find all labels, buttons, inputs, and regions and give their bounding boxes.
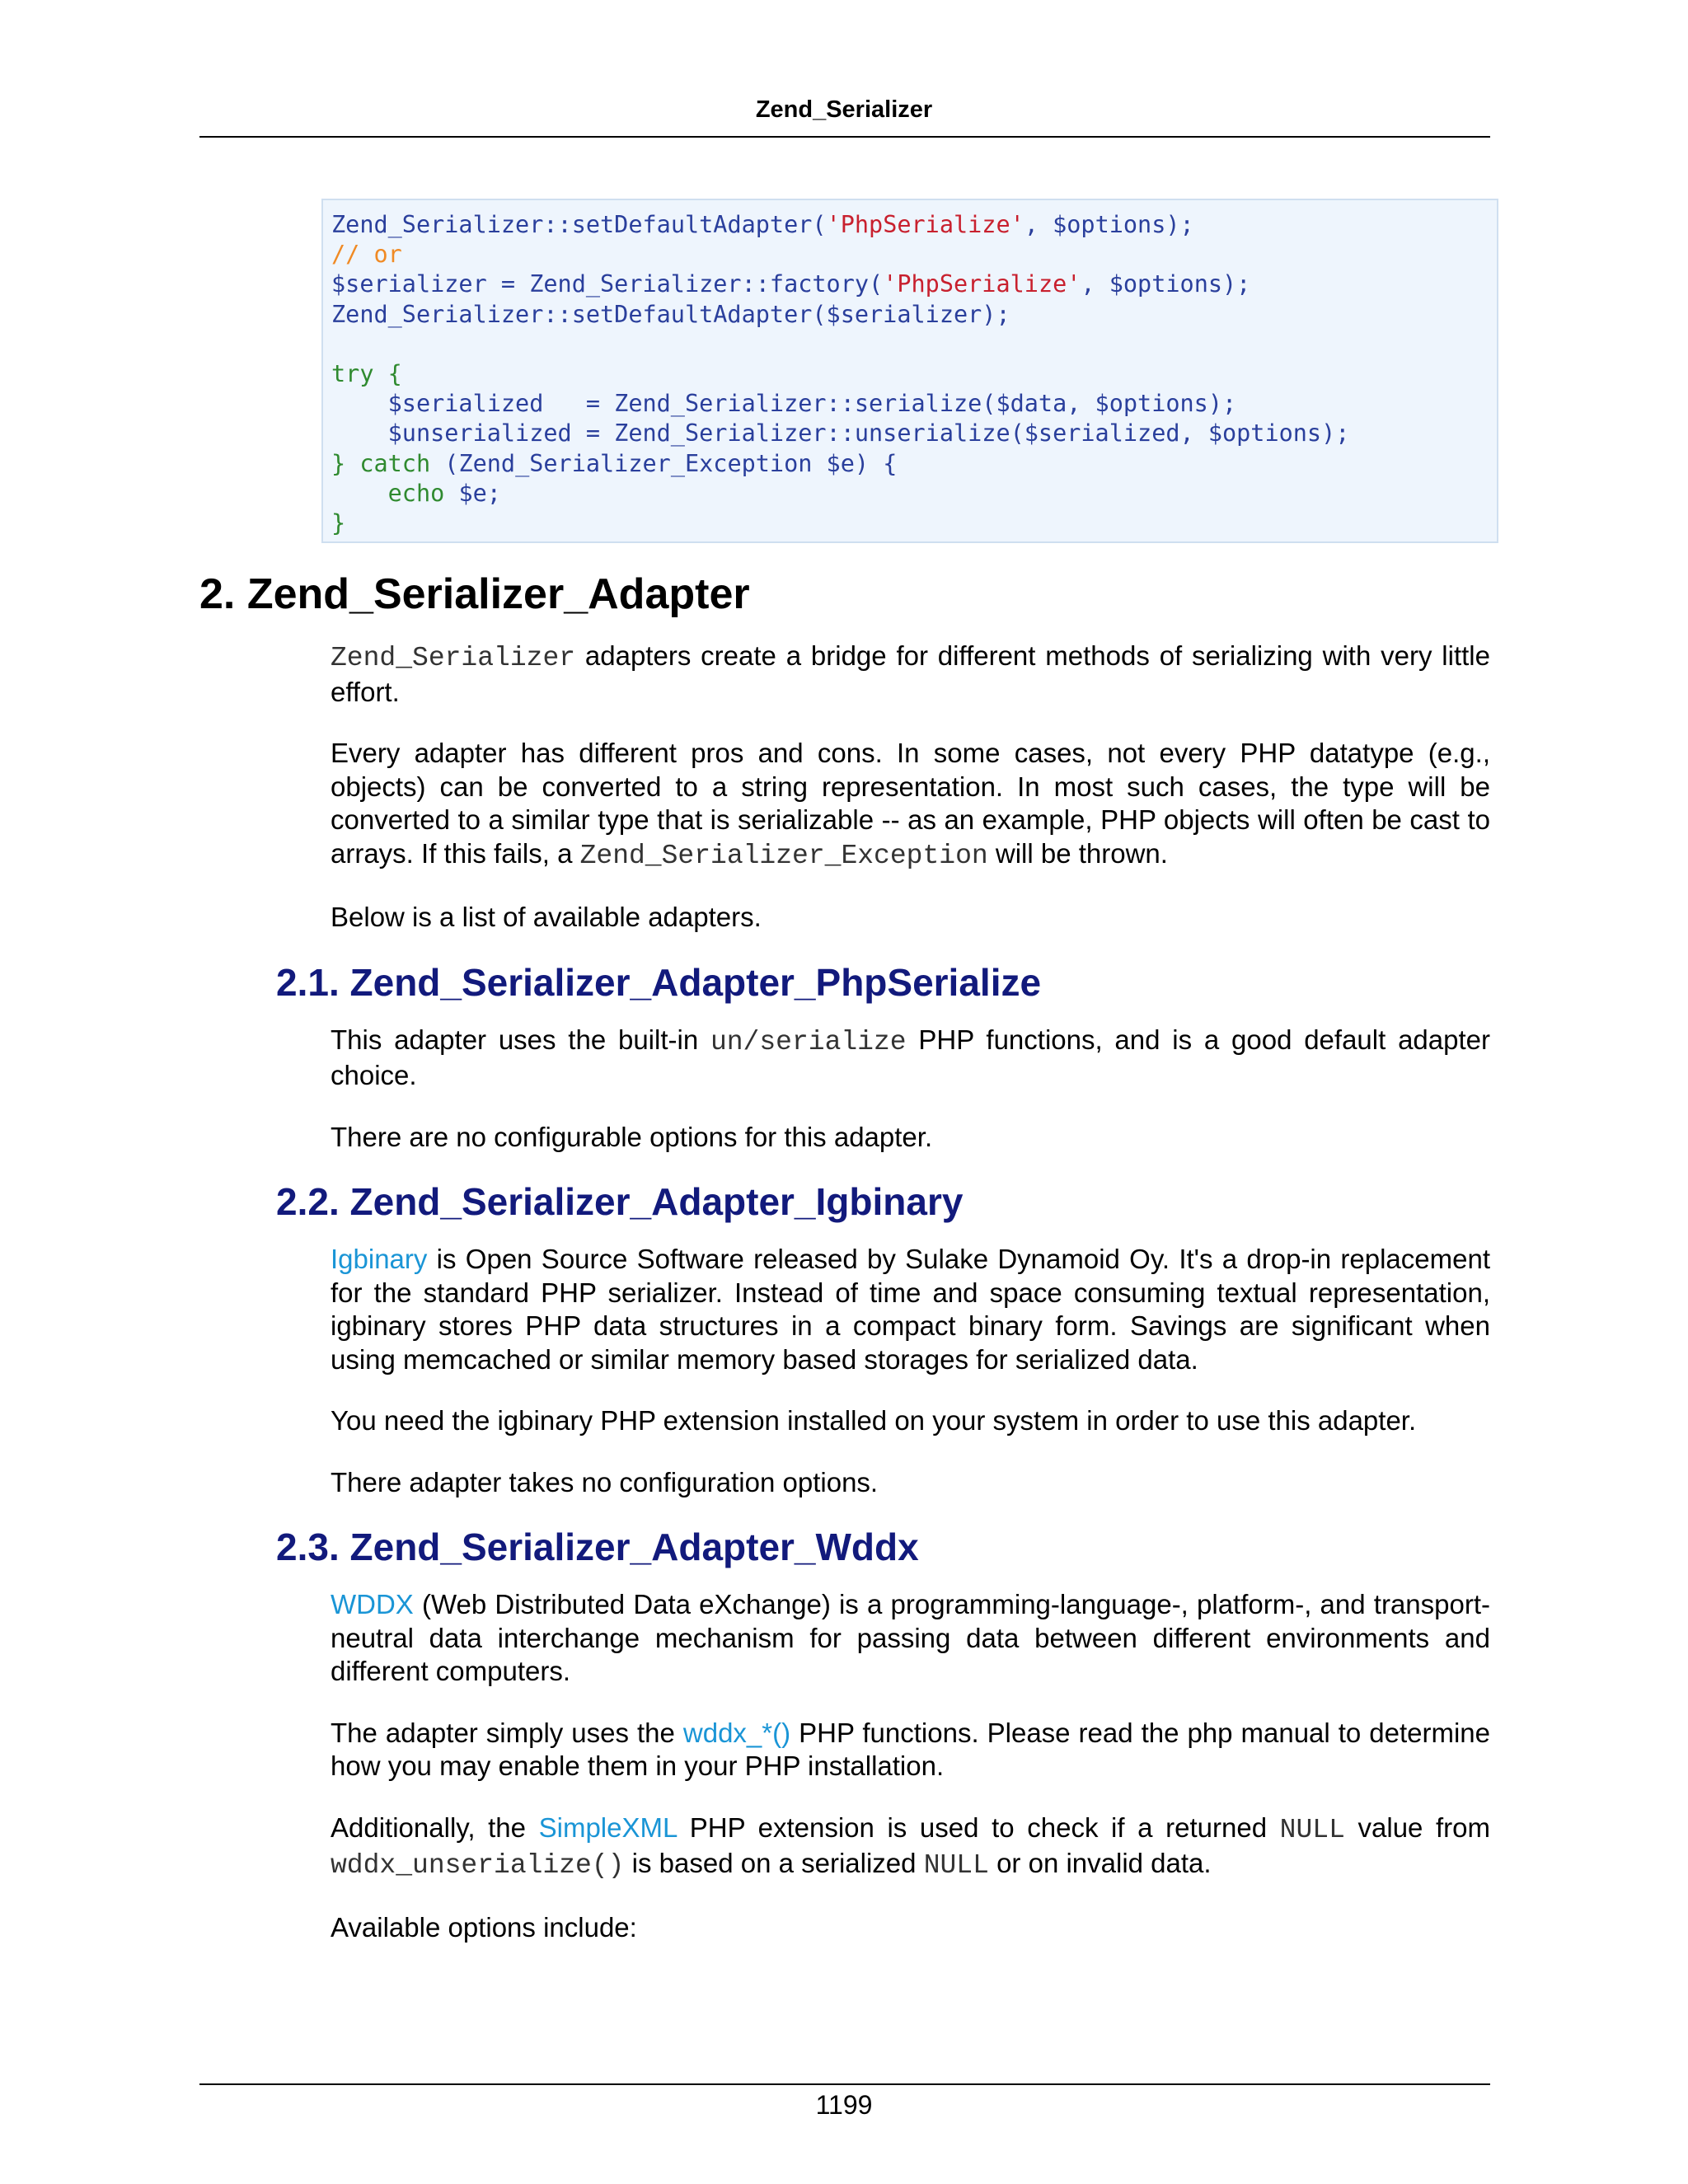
subsection-body-igbinary xyxy=(331,1243,1490,1499)
text: PHP functions, and is a good default adapter choice. xyxy=(331,1024,1490,1090)
text: Every adapter has different pros and cons. In some cases, not every PHP datatype (e.g., objects) can be converted to a string representation. In most such cases, the type will be converted to a similar type that is serializable -- as an example, PHP objects will often be cast to arrays. If this fails, a xyxy=(331,738,1490,869)
code-string: 'PhpSerialize' xyxy=(883,270,1081,298)
text: PHP extension is used to check if a returned xyxy=(677,1811,1280,1843)
wddx-link[interactable]: WDDX xyxy=(331,1589,414,1619)
code-string: 'PhpSerialize' xyxy=(826,211,1025,238)
code-keyword: try { xyxy=(331,360,402,388)
code-line: Zend_Serializer::setDefaultAdapter($serializer); xyxy=(331,300,1010,328)
paragraph xyxy=(331,1811,1490,1883)
subsection-heading-wddx: 2.3. Zend_Serializer_Adapter_Wddx xyxy=(276,1526,919,1568)
paragraph: Available options include: xyxy=(331,1911,637,1943)
code-line: $unserialized = Zend_Serializer::unserialize($serialized, $options); xyxy=(331,419,1350,448)
subsection-heading-igbinary: 2.2. Zend_Serializer_Adapter_Igbinary xyxy=(276,1180,964,1223)
paragraph: You need the igbinary PHP extension installed on your system in order to use this adapter. xyxy=(331,1405,1417,1436)
wddx-functions-link[interactable]: wddx_*() xyxy=(682,1717,791,1748)
subsection-heading-phpserialize: 2.1. Zend_Serializer_Adapter_PhpSerialize xyxy=(276,960,1042,1004)
code-token: ::setDefaultAdapter( xyxy=(543,211,827,238)
inline-code: Zend_Serializer_Exception xyxy=(579,840,988,871)
header-rule xyxy=(199,136,1490,138)
running-header: Zend_Serializer xyxy=(755,96,933,123)
section-body xyxy=(331,640,1490,935)
text: PHP functions. Please read the php manual to determine how you may enable them in your PHP installation. xyxy=(331,1717,1491,1781)
code-line: $serialized = Zend_Serializer::serialize($data, $options); xyxy=(331,390,1237,418)
inline-code: NULL xyxy=(923,1850,989,1881)
paragraph xyxy=(331,1024,1490,1093)
code-token: , $options); xyxy=(1024,211,1194,238)
subsection-body-phpserialize xyxy=(331,1024,1490,1155)
inline-code: un/serialize xyxy=(710,1026,907,1057)
main-content xyxy=(199,565,1490,1944)
subsection-body-wddx xyxy=(331,1588,1490,1944)
text: (Web Distributed Data eXchange) is a programming-language-, platform-, and transport-neutral data interchange mechanism for passing data between different environments and different computers. xyxy=(331,1589,1490,1686)
inline-code: NULL xyxy=(1279,1814,1345,1845)
code-token: $serializer = Zend_Serializer xyxy=(331,270,742,298)
code-example xyxy=(321,199,1498,543)
pros-cons-paragraph xyxy=(331,737,1490,873)
inline-code: wddx_unserialize() xyxy=(331,1850,625,1881)
code-token: , $options); xyxy=(1081,270,1251,298)
code-keyword: echo xyxy=(331,479,459,507)
section-heading: 2. Zend_Serializer_Adapter xyxy=(199,570,750,618)
paragraph xyxy=(331,1717,1490,1783)
paragraph xyxy=(331,1243,1490,1376)
text: will be thrown. xyxy=(987,837,1168,869)
text: Additionally, the xyxy=(331,1811,539,1843)
page-number: 1199 xyxy=(815,2090,873,2120)
text: or on invalid data. xyxy=(988,1848,1212,1878)
text: value from xyxy=(1344,1811,1491,1843)
paragraph xyxy=(331,1588,1490,1689)
code-comment: // or xyxy=(331,241,402,269)
code-listing xyxy=(331,210,1497,538)
code-token: $e; xyxy=(458,479,501,507)
text: This adapter uses the built-in xyxy=(331,1024,710,1055)
code-token: Zend_Serializer xyxy=(331,211,544,238)
paragraph: There adapter takes no configuration options. xyxy=(331,1466,879,1497)
text: The adapter simply uses the xyxy=(331,1717,683,1748)
text: is based on a serialized xyxy=(624,1848,924,1878)
text: adapters create a bridge for different methods of serializing with very little effort. xyxy=(331,640,1490,707)
code-token: (Zend_Serializer_Exception $e) { xyxy=(444,449,898,477)
text: is Open Source Software released by Sulake Dynamoid Oy. It's a drop-in replacement for the standard PHP serializer. Instead of time and space consuming textual representation, igbinary stores PHP data structures in a compact binary form. Savings are significant when using memcached or similar memory based storages for serialized data. xyxy=(331,1244,1490,1375)
intro-paragraph xyxy=(331,640,1490,709)
code-keyword: } xyxy=(331,509,346,537)
adapter-list-intro: Below is a list of available adapters. xyxy=(331,902,762,932)
simplexml-link[interactable]: SimpleXML xyxy=(538,1811,678,1843)
paragraph: There are no configurable options for this adapter. xyxy=(331,1121,933,1152)
code-keyword: } catch xyxy=(331,449,445,477)
inline-code: Zend_Serializer xyxy=(331,643,576,673)
igbinary-link[interactable]: Igbinary xyxy=(331,1244,428,1274)
footer-rule xyxy=(199,2083,1490,2085)
code-token: ::factory( xyxy=(741,270,884,298)
